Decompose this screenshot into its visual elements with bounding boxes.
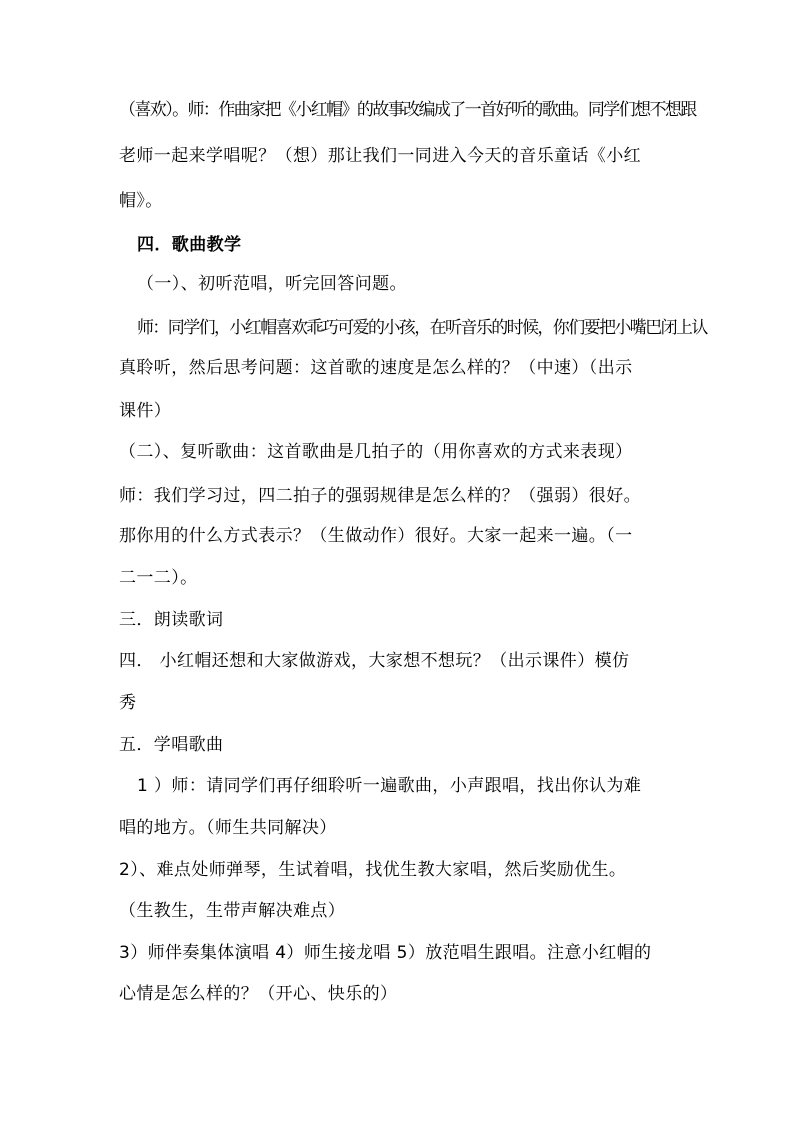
paragraph-line-15: 秀 <box>119 693 137 713</box>
paragraph-line-2: 老师一起来学唱呢？（想）那让我们一同进入今天的音乐童话《小红 <box>119 146 641 166</box>
section-heading-learn-song: 五．学唱歌曲 <box>119 735 224 755</box>
paragraph-line-20: （生教生，生带声解决难点） <box>119 901 346 921</box>
paragraph-line-11: 那你用的什么方式表示？（生做动作）很好。大家一起来一遍。（一 <box>119 526 633 546</box>
paragraph-line-10: 师：我们学习过，四二拍子的强弱规律是怎么样的？（强弱）很好。 <box>119 486 641 506</box>
paragraph-line-21: 3）师伴奏集体演唱 4）师生接龙唱 5）放范唱生跟唱。注意小红帽的 <box>119 943 652 963</box>
paragraph-line-14: 四． 小红帽还想和大家做游戏，大家想不想玩？（出示课件）模仿 <box>119 651 630 671</box>
paragraph-line-9: （二）、复听歌曲：这首歌曲是几拍子的（用你喜欢的方式来表现） <box>119 442 633 462</box>
paragraph-line-22: 心情是怎么样的？（开心、快乐的） <box>119 984 398 1004</box>
paragraph-line-5: （一）、初听范唱，听完回答问题。 <box>137 274 407 294</box>
paragraph-line-12: 二一二）。 <box>119 568 198 588</box>
paragraph-line-19: 2）、难点处师弹琴，生试着唱，找优生教大家唱，然后奖励优生。 <box>119 860 627 880</box>
section-heading-song-teaching: 四．歌曲教学 <box>137 235 242 255</box>
paragraph-line-17: 1 ）师：请同学们再仔细聆听一遍歌曲，小声跟唱，找出你认为难 <box>137 776 642 796</box>
section-heading-read-lyrics: 三．朗读歌词 <box>119 610 224 630</box>
paragraph-line-1: （喜欢）。师：作曲家把《小红帽》的故事改编成了一首好听的歌曲。同学们想不想跟 <box>119 100 696 120</box>
paragraph-line-18: 唱的地方。（师生共同解决） <box>119 818 337 838</box>
paragraph-line-7: 真聆听，然后思考问题：这首歌的速度是怎么样的？（中速）（出示 <box>119 358 633 378</box>
paragraph-line-3: 帽》。 <box>119 191 163 211</box>
paragraph-line-8: 课件） <box>119 401 172 421</box>
paragraph-line-6: 师：同学们，小红帽喜欢乖巧可爱的小孩，在听音乐的时候，你们要把小嘴巴闭上认 <box>137 318 707 338</box>
